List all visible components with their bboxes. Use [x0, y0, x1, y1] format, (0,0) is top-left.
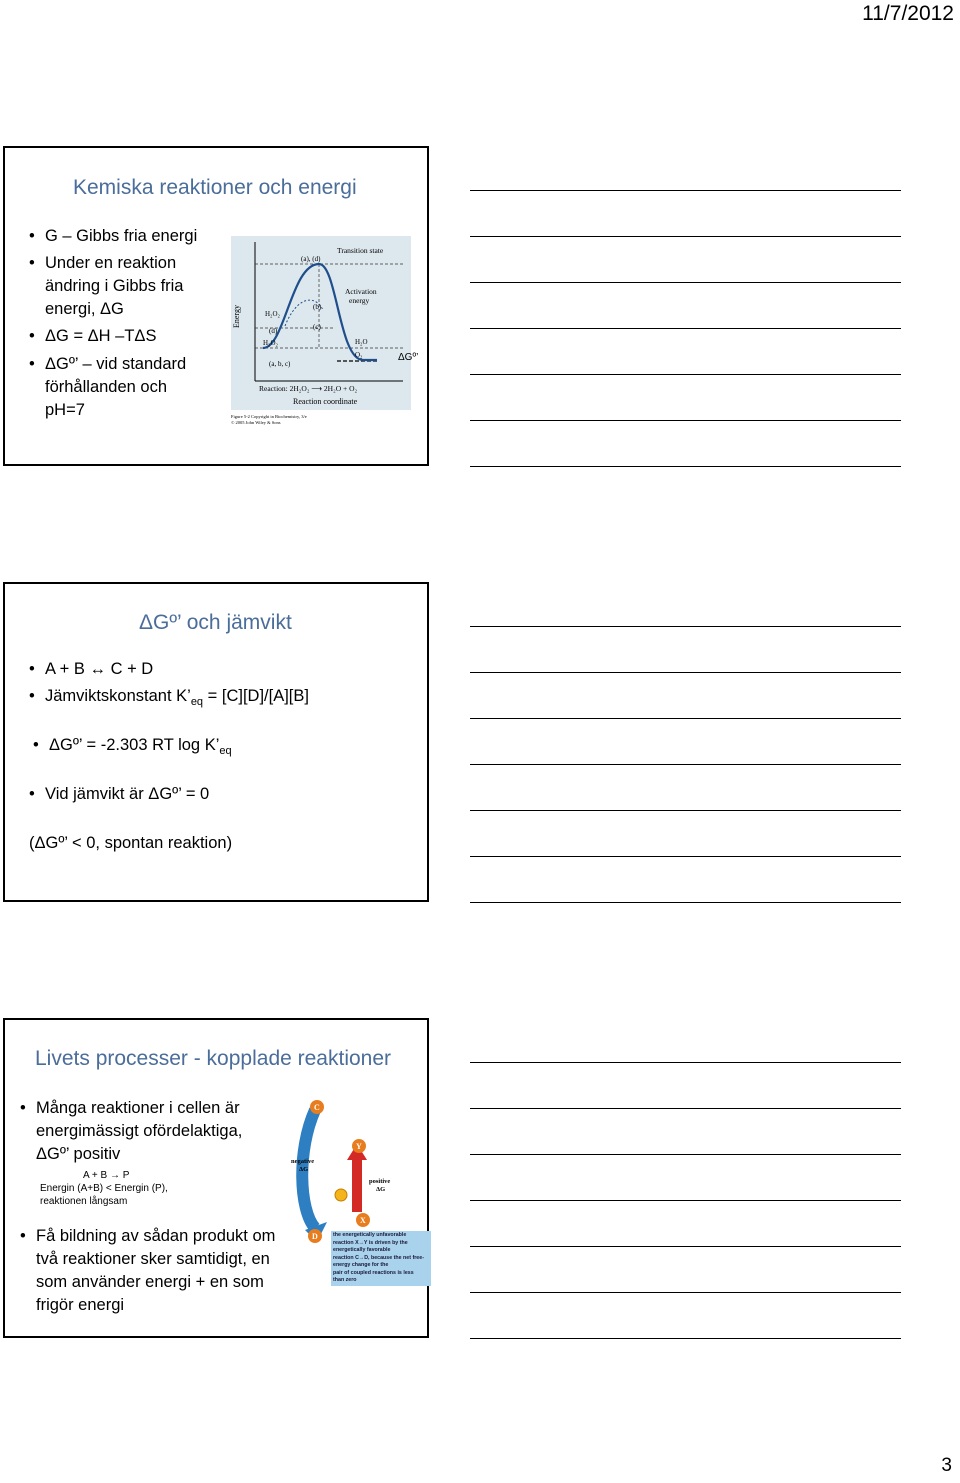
note-line: [470, 190, 901, 191]
slide-title: Kemiska reaktioner och energi: [73, 176, 357, 199]
note-line: [470, 626, 901, 627]
node-x: X: [360, 1216, 366, 1225]
note-line: [470, 236, 901, 237]
slide-title: Livets processer - kopplade reaktioner: [35, 1047, 392, 1070]
note-line: [470, 902, 901, 903]
box-line: than zero: [333, 1277, 357, 1283]
note-line: [470, 718, 901, 719]
note-line: [470, 810, 901, 811]
c-label: (c): [313, 323, 321, 331]
note-line: [470, 672, 901, 673]
x-axis-label: Reaction coordinate: [293, 397, 358, 406]
h2o-label: H₂O: [355, 338, 368, 346]
note-line: [470, 1246, 901, 1247]
activation-energy-label-2: energy: [349, 296, 370, 305]
bullet: • Vid jämvikt är ΔGº’ = 0: [45, 783, 209, 806]
delta-g-label: ΔGº’: [398, 352, 419, 363]
subscript: eq: [190, 696, 204, 708]
explanation-box: [331, 1231, 431, 1286]
note-text: (ΔGº’ < 0, spontan reaktion): [29, 834, 233, 852]
note-line: [470, 1292, 901, 1293]
bullet-text: Jämviktskonstant K’: [45, 687, 191, 705]
negative-label: negative: [291, 1158, 315, 1165]
box-line: energy change for the: [333, 1262, 389, 1268]
figure-caption: © 2005 John Wiley & Sons: [231, 420, 281, 425]
abc-label: (a, b, c): [269, 360, 291, 368]
note-line: [470, 1154, 901, 1155]
page-number: 3: [941, 1455, 952, 1476]
note-line: [470, 374, 901, 375]
note-line: [470, 764, 901, 765]
figure-caption: Figure 5-2 Copyright in Biochemistry, 3/e: [231, 414, 307, 419]
header-date: 11/7/2012: [862, 2, 954, 25]
bullet: • Få bildning av sådan produkt om två reaktioner sker samtidigt, en som använder energi + en som frigör energi: [36, 1225, 296, 1317]
note-line: [470, 420, 901, 421]
bullet-text: = [C][D]/[A][B]: [203, 687, 309, 705]
note-line: [470, 282, 901, 283]
note-line: [470, 1062, 901, 1063]
box-line: the energetically unfavorable: [333, 1232, 407, 1238]
box-line: reaction C→D, because the net free-: [333, 1254, 424, 1261]
note-line: [470, 466, 901, 467]
positive-dg-label: ΔG: [376, 1186, 386, 1193]
small-text: A + B → P: [83, 1170, 130, 1181]
node-d: D: [312, 1232, 318, 1241]
transition-state-label: Transition state: [337, 246, 384, 255]
small-text: Energin (A+B) < Energin (P),: [40, 1183, 168, 1194]
box-line: pair of coupled reactions is less: [333, 1269, 414, 1276]
small-text: reaktionen långsam: [40, 1196, 128, 1207]
note-line: [470, 1200, 901, 1201]
bullet: • ΔGº’ – vid standard förhållanden och pH=7: [45, 353, 205, 422]
slide-1: [3, 146, 429, 466]
slide-3: [3, 1018, 429, 1338]
coupled-reactions-figure: [285, 1100, 431, 1310]
note-line: [470, 328, 901, 329]
energy-diagram: [227, 236, 413, 426]
d-label: (d): [269, 327, 278, 335]
box-line: reaction X→Y is driven by the: [333, 1239, 408, 1246]
bullet-text: ΔGº’ = -2.303 RT log K’: [49, 736, 220, 754]
energy-diagram-figure: [227, 236, 413, 426]
bullet: • A + B ↔ C + D: [45, 658, 153, 681]
bullet: • G – Gibbs fria energi: [45, 225, 215, 248]
o2-label: O₂: [355, 351, 363, 359]
bullet: [45, 685, 309, 714]
note-line: [470, 1338, 901, 1339]
bullet: • Många reaktioner i cellen är energimässigt ofördelaktiga, ΔGº’ positiv: [36, 1097, 271, 1166]
box-line: energetically favorable: [333, 1247, 391, 1253]
negative-dg-label: ΔG: [299, 1166, 309, 1173]
note-line: [470, 1108, 901, 1109]
slide-2: [3, 582, 429, 902]
bullet: • ΔG = ΔH –TΔS: [45, 325, 215, 348]
activation-energy-label-1: Activation: [345, 287, 377, 296]
h2o2-label: H₂O₂: [265, 310, 280, 318]
positive-label: positive: [369, 1178, 391, 1185]
note-line: [470, 856, 901, 857]
slide-title: ΔGº’ och jämvikt: [139, 611, 292, 634]
bullet: • Under en reaktion ändring i Gibbs fria energi, ΔG: [45, 252, 205, 321]
ad-label: (a), (d): [301, 255, 321, 263]
b-label: (b): [313, 303, 322, 311]
node-y: Y: [356, 1142, 362, 1151]
y-axis-label: Energy: [232, 305, 241, 328]
subscript: eq: [219, 745, 232, 757]
bullet: [49, 734, 232, 763]
node-c: C: [314, 1103, 320, 1112]
h2o2-label: H₂O₂: [263, 339, 278, 347]
reaction-label: Reaction: 2H₂O₂ ⟶ 2H₂O + O₂: [259, 384, 358, 393]
